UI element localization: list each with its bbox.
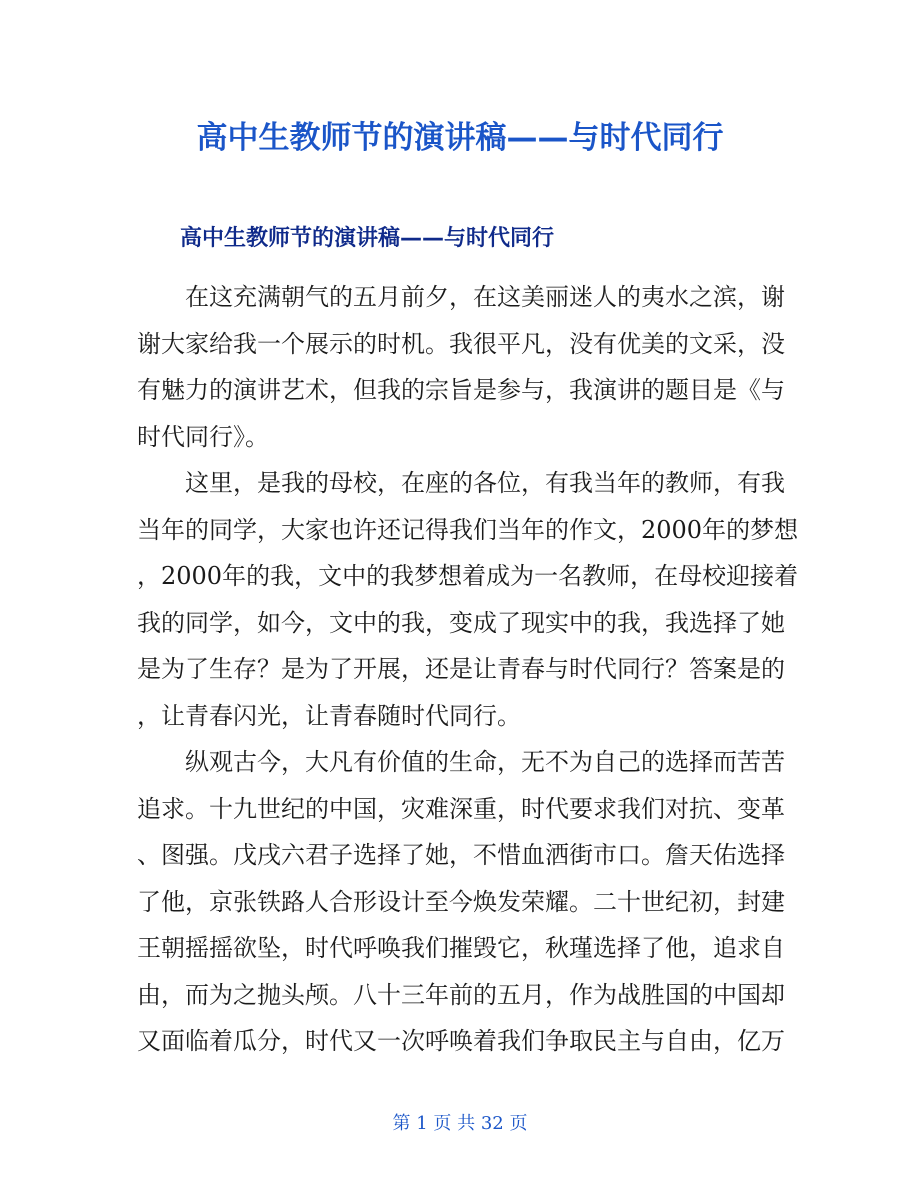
text-line: 由，而为之抛头颅。八十三年前的五月，作为战胜国的中国却	[137, 980, 785, 1009]
text-line: 了他，京张铁路人合形设计至今焕发荣耀。二十世纪初，封建	[137, 887, 785, 916]
text-line: 我的同学，如今，文中的我，变成了现实中的我，我选择了她	[137, 608, 785, 637]
paragraph-3	[137, 739, 785, 1065]
text-line: 这里，是我的母校，在座的各位，有我当年的教师，有我	[137, 469, 785, 497]
text-line: ，让青春闪光，让青春随时代同行。	[137, 701, 521, 730]
text-line: 谢大家给我一个展示的时机。我很平凡，没有优美的文采，没	[137, 329, 785, 358]
text-line: 、图强。戊戌六君子选择了她，不惜血洒街市口。詹天佑选择	[137, 841, 785, 869]
text-line: 有魅力的演讲艺术，但我的宗旨是参与，我演讲的题目是《与	[137, 376, 785, 404]
document-title: 高中生教师节的演讲稿——与时代同行	[196, 120, 724, 156]
body-text	[137, 274, 799, 1065]
text-line: 是为了生存？是为了开展，还是让青春与时代同行？答案是的	[137, 655, 785, 683]
text-line: 王朝摇摇欲坠，时代呼唤我们摧毁它，秋瑾选择了他，追求自	[137, 934, 785, 962]
text-line: 时代同行》。	[137, 422, 269, 451]
text-line: 在这充满朝气的五月前夕，在这美丽迷人的夷水之滨，谢	[137, 283, 785, 311]
section-heading: 高中生教师节的演讲稿——与时代同行	[180, 226, 555, 251]
text-line: 当年的同学，大家也许还记得我们当年的作文，2000年的梦想	[137, 515, 799, 544]
text-line: 追求。十九世纪的中国，灾难深重，时代要求我们对抗、变革	[137, 794, 785, 823]
text-line: 纵观古今，大凡有价值的生命，无不为自己的选择而苦苦	[137, 748, 785, 776]
paragraph-1	[137, 274, 785, 460]
text-line: 又面临着瓜分，时代又一次呼唤着我们争取民主与自由，亿万	[137, 1027, 785, 1055]
page-footer: 第 1 页 共 32 页	[392, 1113, 528, 1134]
text-line: ，2000年的我，文中的我梦想着成为一名教师，在母校迎接着	[137, 562, 799, 590]
paragraph-2	[137, 460, 799, 739]
